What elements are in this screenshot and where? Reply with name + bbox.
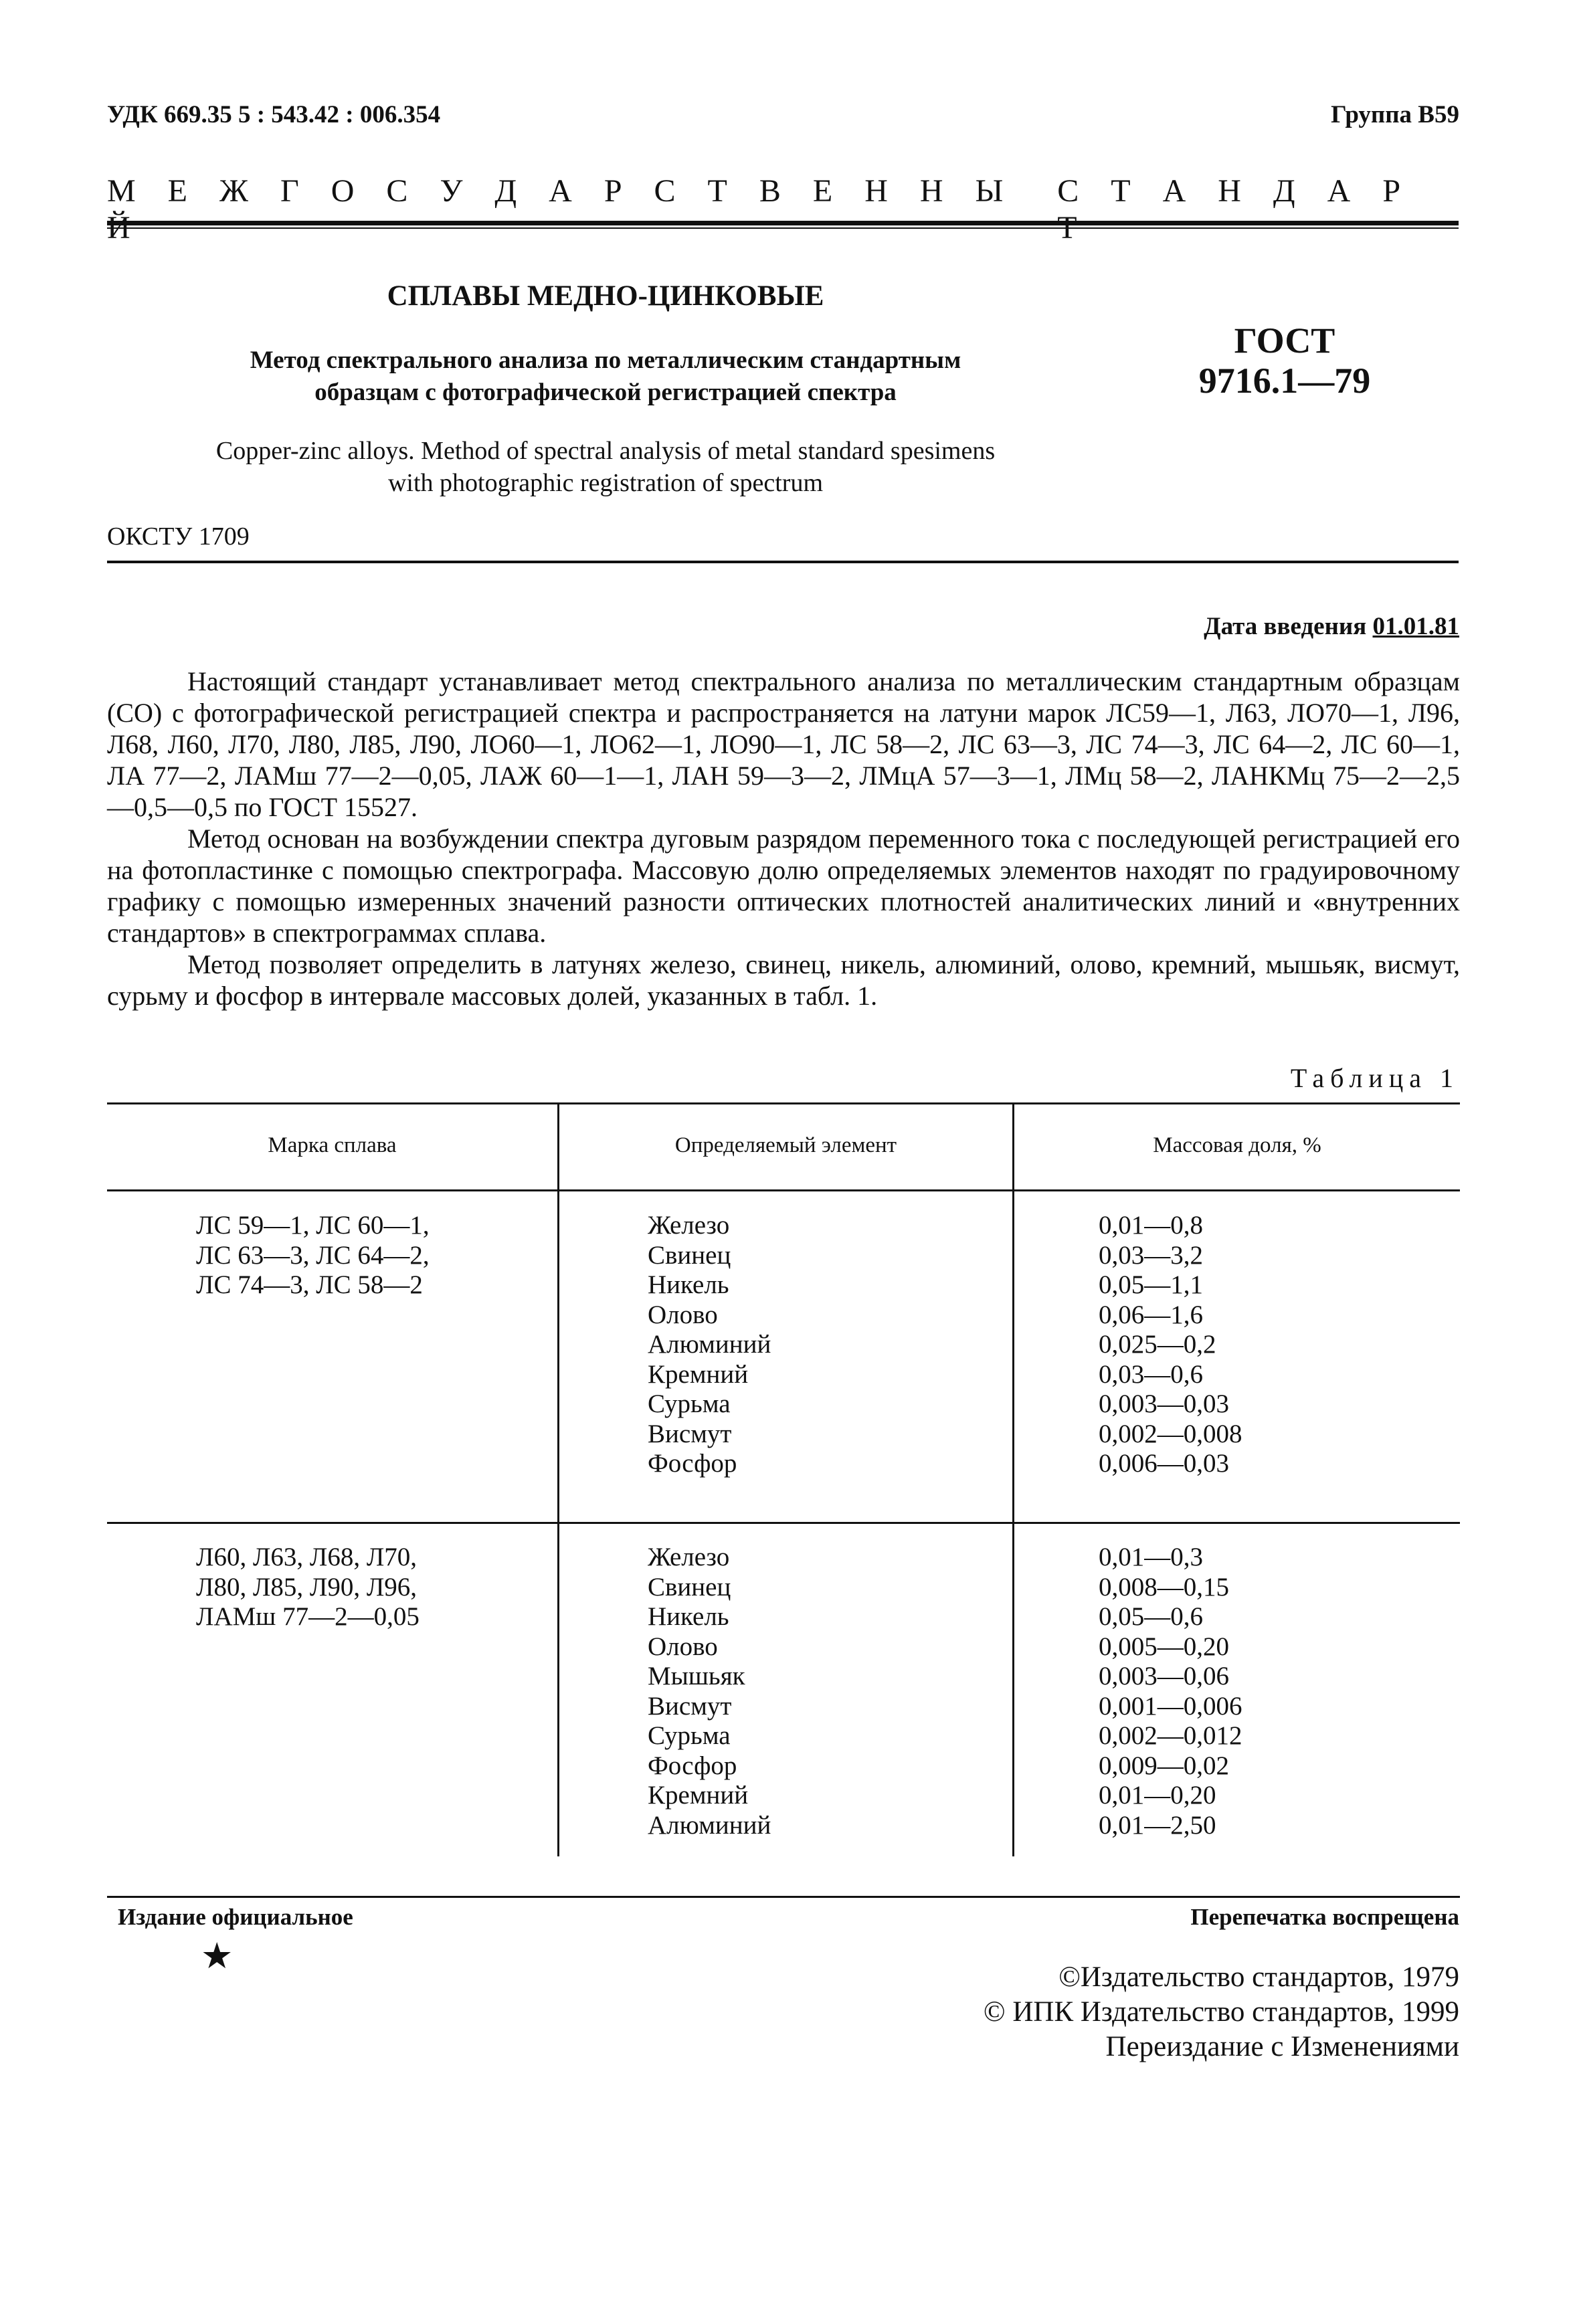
date-value: 01.01.81: [1372, 613, 1459, 640]
document-title: СПЛАВЫ МЕДНО-ЦИНКОВЫЕ: [387, 280, 824, 312]
subtitle-line-1: Метод спектрального анализа по металлическим стандартным: [250, 347, 961, 374]
paragraph-method: Метод основан на возбуждении спектра дуговым разрядом переменного тока с последующей регистрацией его на фотопластинке с помощью спектрографа. Массовую долю определяемых элементов находят по градуировочному графику с помощью измеренных значений разности оптических плотностей аналитических линий и «внутренних стандартов» в спектрограммах сплава.: [107, 824, 1460, 948]
header-rule-thin: [107, 227, 1459, 229]
table-group-rule: [107, 1522, 1460, 1524]
header-rule-thick: [107, 221, 1459, 225]
table-cell-elements-1: Железо Свинец Никель Олово Алюминий Кремний Сурьма Висмут Фосфор: [648, 1211, 771, 1478]
footer-rule: [107, 1896, 1460, 1898]
copyright-1999: © ИПК Издательство стандартов, 1999: [983, 1996, 1459, 2028]
subtitle-line-2: образцам с фотографической регистрацией спектра: [314, 379, 897, 406]
english-title: [107, 435, 1104, 499]
okstu-code: ОКСТУ 1709: [107, 522, 250, 551]
edition-note: Издание официальное: [118, 1904, 353, 1930]
copyright-block: [984, 1960, 1459, 2064]
table-cell-alloys-2: Л60, Л63, Л68, Л70, Л80, Л85, Л90, Л96, ЛАМш 77—2—0,05: [196, 1543, 420, 1631]
english-title-line-1: Copper-zinc alloys. Method of spectral analysis of metal standard spesimens: [215, 437, 996, 465]
title-rule: [107, 561, 1459, 563]
paragraph-scope: Настоящий стандарт устанавливает метод спектрального анализа по металлическим стандартным образцам (СО) с фотографической регистрацией спектра и распространяется на латуни марок ЛС59—1, Л63, ЛО70—1, Л96, Л68, Л60, Л70, Л80, Л85, Л90, ЛО60—1, ЛО62—1, ЛО90—1, ЛС 58—2, ЛС 63—3, ЛС 74—3, ЛС 64—2, ЛС 60—1, ЛА 77—2, ЛАМш 77—2—0,05, ЛАЖ 60—1—1, ЛАН 59—3—2, ЛМцА 57—3—1, ЛМц 58—2, ЛАНКМц 75—2—2,5—0,5—0,5 по ГОСТ 15527.: [107, 666, 1460, 822]
table-header-fraction: Массовая доля, %: [1153, 1133, 1321, 1157]
table-caption: Таблица 1: [1290, 1063, 1459, 1093]
gost-label: ГОСТ: [1234, 320, 1335, 361]
standard-type-heading: [107, 173, 1459, 246]
table-cell-fractions-1: 0,01—0,8 0,03—3,2 0,05—1,1 0,06—1,6 0,025—0,2 0,03—0,6 0,003—0,03 0,002—0,008 0,006—0,03: [1099, 1211, 1242, 1478]
english-title-line-2: with photographic registration of spectrum: [387, 469, 824, 497]
introduction-date: [1204, 612, 1459, 641]
document-subtitle: [107, 345, 1104, 409]
table-header-alloy: Марка сплава: [268, 1133, 397, 1157]
table-col-divider-1: [557, 1102, 559, 1856]
body-text: [107, 666, 1460, 1011]
table-1: [107, 1102, 1460, 1856]
standard-type-word-2: С Т А Н Д А Р Т: [1057, 173, 1413, 246]
star-icon: ★: [201, 1936, 234, 1976]
table-header-element: Определяемый элемент: [674, 1133, 897, 1157]
gost-number: 9716.1—79: [1198, 361, 1371, 401]
table-cell-alloys-1: ЛС 59—1, ЛС 60—1, ЛС 63—3, ЛС 64—2, ЛС 74—3, ЛС 58—2: [196, 1211, 430, 1299]
udk-code: УДК 669.35 5 : 543.42 : 006.354: [107, 101, 441, 128]
table-col-divider-2: [1012, 1102, 1014, 1856]
reprint-note: Перепечатка воспрещена: [1190, 1904, 1459, 1930]
group-code: Группа В59: [1331, 101, 1459, 128]
table-header-rule: [107, 1189, 1460, 1191]
standard-type-word-1: М Е Ж Г О С У Д А Р С Т В Е Н Н Ы Й: [107, 173, 1016, 246]
table-top-rule: [107, 1102, 1460, 1104]
copyright-1979: ©Издательство стандартов, 1979: [1058, 1961, 1459, 1993]
table-cell-fractions-2: 0,01—0,3 0,008—0,15 0,05—0,6 0,005—0,20 0,003—0,06 0,001—0,006 0,002—0,012 0,009—0,02 0,01—0,20 0,01—2,50: [1099, 1543, 1242, 1840]
table-cell-elements-2: Железо Свинец Никель Олово Мышьяк Висмут Сурьма Фосфор Кремний Алюминий: [648, 1543, 771, 1840]
paragraph-capability: Метод позволяет определить в латунях железо, свинец, никель, алюминий, олово, кремний, мышьяк, висмут, сурьму и фосфор в интервале массовых долей, указанных в табл. 1.: [107, 949, 1460, 1011]
date-label: Дата введения: [1204, 613, 1367, 640]
reissue-note: Переиздание с Изменениями: [1105, 2031, 1459, 2062]
